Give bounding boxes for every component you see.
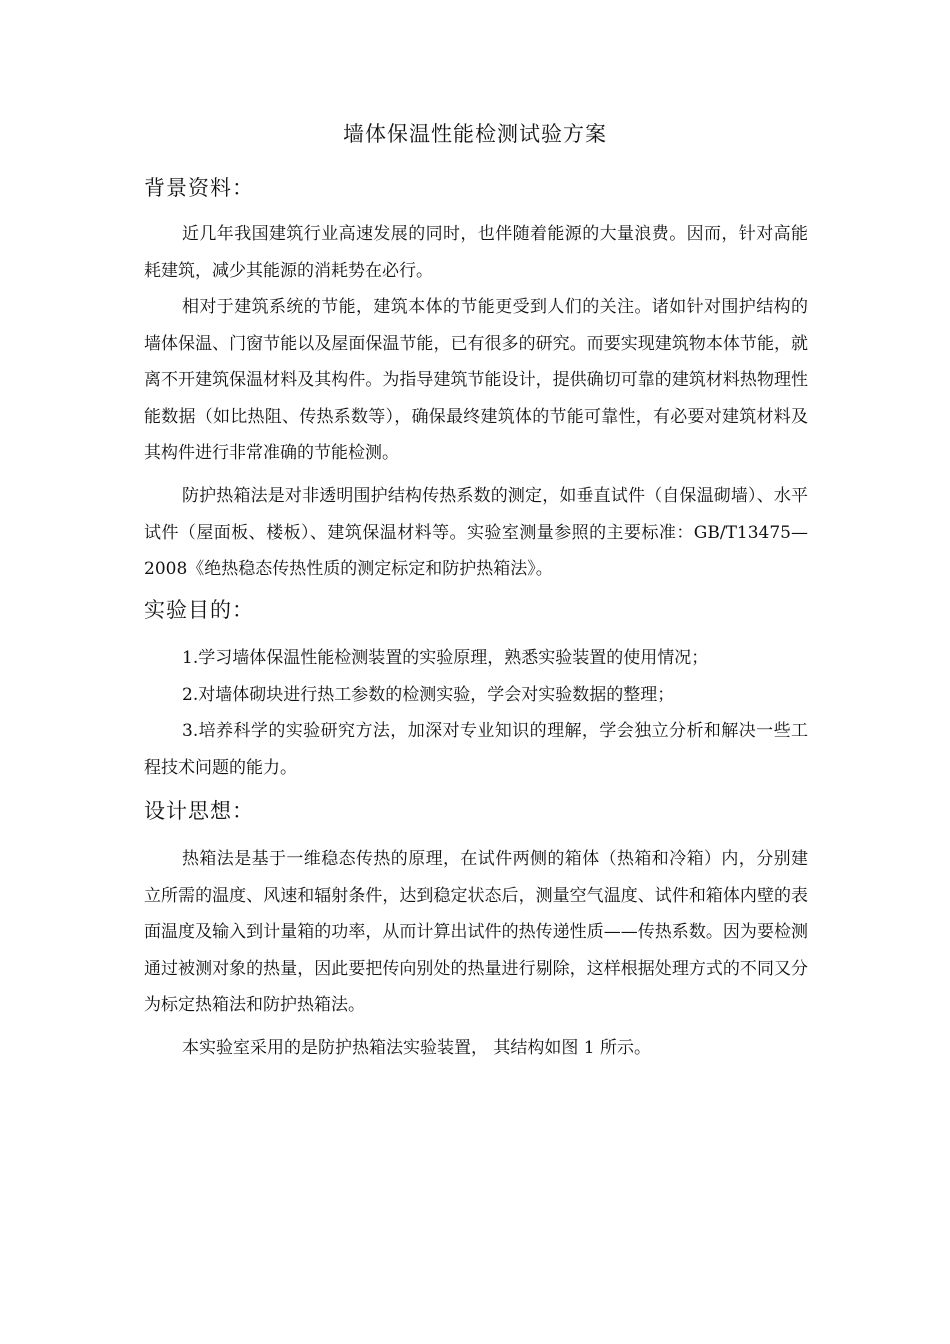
objective-item-3: 3.培养科学的实验研究方法，加深对专业知识的理解，学会独立分析和解决一些工程技术问题的能力。: [144, 721, 808, 778]
document-title: 墙体保温性能检测试验方案: [343, 122, 607, 146]
background-paragraph-3: 防护热箱法是对非透明围护结构传热系数的测定，如垂直试件（自保温砌墙）、水平试件（屋面板、楼板）、建筑保温材料等。实验室测量参照的主要标准：GB/T13475—2008《绝热稳态传热性质的测定标定和防护热箱法》。: [144, 486, 808, 580]
design-paragraph-2: 本实验室采用的是防护热箱法实验装置， 其结构如图 1 所示。: [182, 1038, 652, 1058]
design-paragraph-1: 热箱法是基于一维稳态传热的原理，在试件两侧的箱体（热箱和冷箱）内，分别建立所需的温度、风速和辐射条件，达到稳定状态后，测量空气温度、试件和箱体内壁的表面温度及输入到计量箱的功率，从而计算出试件的热传递性质——传热系数。因为要检测通过被测对象的热量，因此要把传向别处的热量进行剔除，这样根据处理方式的不同又分为标定热箱法和防护热箱法。: [144, 849, 808, 1016]
objective-item-2: 2.对墙体砌块进行热工参数的检测实验，学会对实验数据的整理；: [182, 685, 675, 705]
background-paragraph-1: 近几年我国建筑行业高速发展的同时，也伴随着能源的大量浪费。因而，针对高能耗建筑，减少其能源的消耗势在必行。: [144, 224, 808, 281]
objective-item-1: 1.学习墙体保温性能检测装置的实验原理，熟悉实验装置的使用情况；: [182, 648, 709, 668]
section-heading-background: 背景资料：: [144, 176, 254, 200]
background-paragraph-2: 相对于建筑系统的节能，建筑本体的节能更受到人们的关注。诸如针对围护结构的墙体保温、门窗节能以及屋面保温节能，已有很多的研究。而要实现建筑物本体节能，就离不开建筑保温材料及其构件。为指导建筑节能设计，提供确切可靠的建筑材料热物理性能数据（如比热阻、传热系数等），确保最终建筑体的节能可靠性，有必要对建筑材料及其构件进行非常准确的节能检测。: [144, 297, 808, 464]
section-heading-design: 设计思想：: [144, 799, 254, 823]
section-heading-objectives: 实验目的：: [144, 598, 254, 622]
